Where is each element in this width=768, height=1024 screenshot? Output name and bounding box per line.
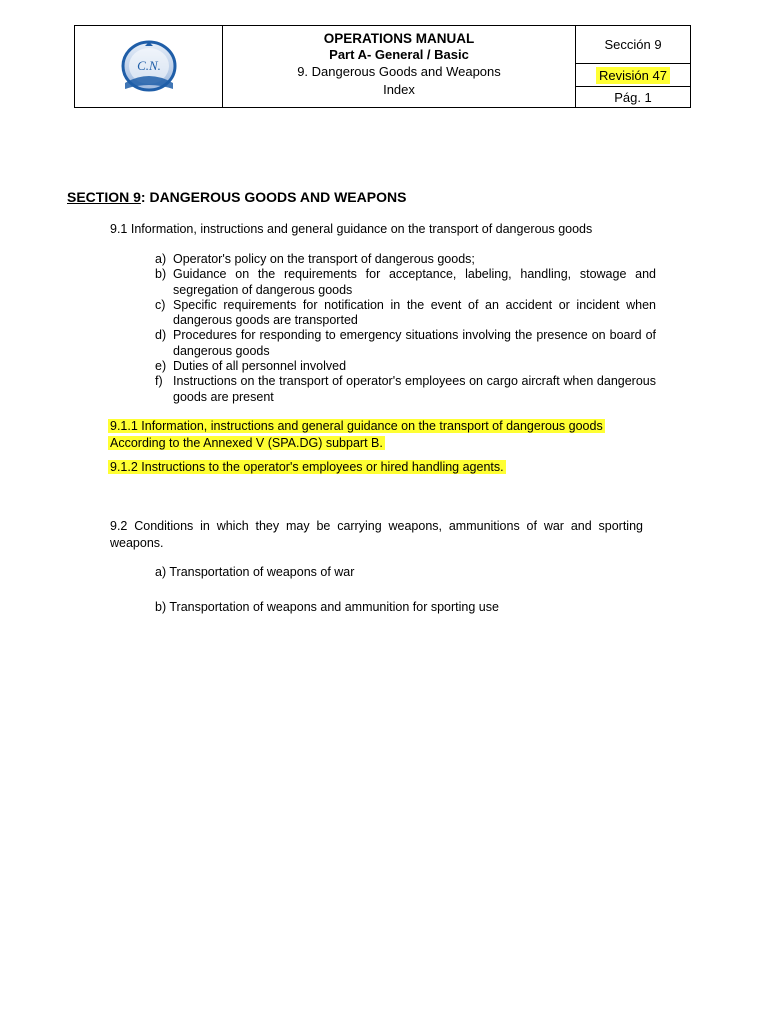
manual-chapter: 9. Dangerous Goods and Weapons	[297, 64, 501, 79]
paragraph-9-1-1: 9.1.1 Information, instructions and general guidance on the transport of dangerous goods According to the Annexed V (SPA.DG) subpart B.	[110, 419, 603, 450]
paragraph-9-2-a: a) Transportation of weapons of war	[155, 565, 355, 579]
manual-part: Part A- General / Basic	[329, 47, 469, 62]
company-logo-icon	[119, 39, 179, 95]
revision-number: Revisión 47	[576, 64, 690, 87]
list-item: c) Specific requirements for notification in the event of an accident or incident when dangerous goods are transported	[155, 297, 656, 328]
list-item: f) Instructions on the transport of operator's employees on cargo aircraft when dangerous goods are present	[155, 374, 656, 404]
paragraph-9-1-2: 9.1.2 Instructions to the operator's employees or hired handling agents.	[110, 460, 504, 474]
page-number: Pág. 1	[614, 89, 652, 105]
list-9-1	[155, 252, 656, 405]
paragraph-9-2-b: b) Transportation of weapons and ammunition for sporting use	[155, 600, 499, 614]
list-item: b) Guidance on the requirements for acceptance, labeling, handling, stowage and segregation of dangerous goods	[155, 267, 656, 297]
list-item: e) Duties of all personnel involved	[155, 359, 347, 374]
section-heading: SECTION 9: DANGEROUS GOODS AND WEAPONS	[67, 189, 407, 205]
logo-cell	[75, 26, 223, 107]
title-cell	[223, 26, 576, 107]
header-table	[74, 25, 691, 108]
list-item: d) Procedures for responding to emergency situations involving the presence on board of dangerous goods	[155, 328, 656, 358]
paragraph-9-1: 9.1 Information, instructions and general guidance on the transport of dangerous goods	[110, 222, 593, 236]
manual-index: Index	[383, 82, 415, 97]
section-number: Sección 9	[576, 26, 690, 64]
meta-cell	[576, 26, 690, 107]
list-item: a) Operator's policy on the transport of dangerous goods;	[155, 252, 475, 266]
manual-title: OPERATIONS MANUAL	[323, 31, 475, 46]
paragraph-9-2: 9.2 Conditions in which they may be carrying weapons, ammunitions of war and sporting weapons.	[110, 519, 643, 550]
logo-text: C.N.	[136, 57, 161, 73]
